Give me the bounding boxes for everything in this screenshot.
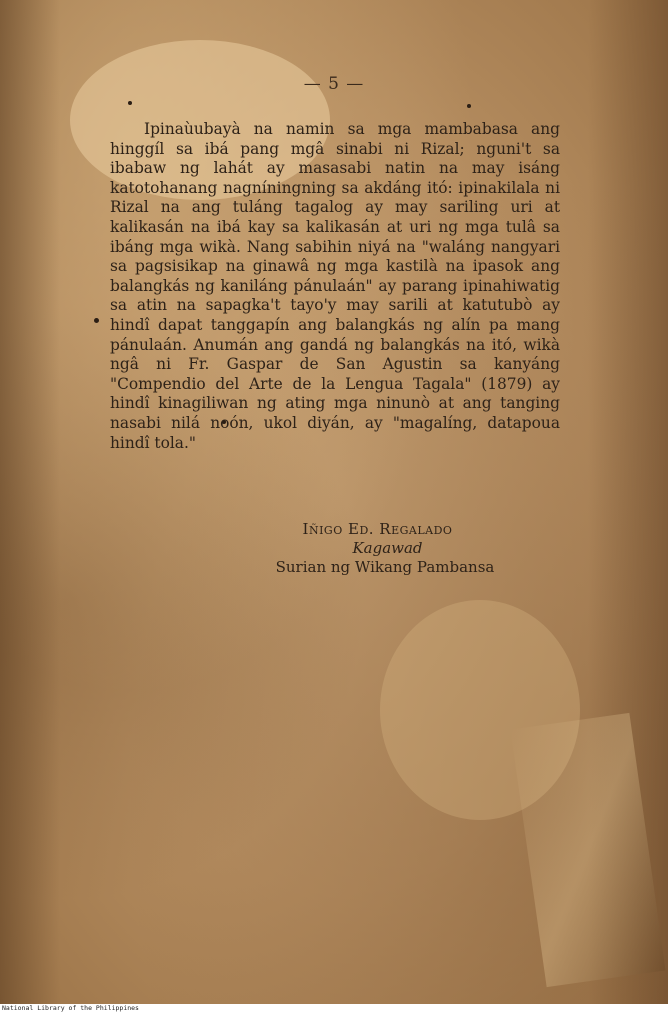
signatory-title: Kagawad: [352, 539, 423, 557]
page-edge-shadow-left: [0, 0, 60, 1004]
signatory-organization: Surian ng Wikang Pambansa: [275, 558, 495, 576]
ink-speck: [128, 101, 132, 105]
footer-strip: [0, 1004, 668, 1013]
ink-speck: [94, 318, 99, 323]
signatory-name: Iñigo Ed. Regalado: [302, 520, 453, 538]
page-number: — 5 —: [303, 74, 365, 94]
library-credit: National Library of the Philippines: [2, 1004, 139, 1012]
body-paragraph: Ipinaùubayà na namin sa mga mambabasa ang hinggíl sa ibá pang mgâ sinabi ni Rizal; nguni't sa ibabaw ng lahát ay masasabi natin na may isáng katotohanang nagníningning sa akdáng itó: ipinakilala ni Rizal na ang tuláng tagalog ay may sariling uri at kalikasán na ibá kay sa kalikasán at uri ng mga tulâ sa ibáng mga wikà. Nang sabihin niyá na "waláng nangyari sa pagsisikap na ginawâ ng mga kastilà na ipasok ang balangkás ng kaniláng pánulaán" ay parang ipinahiwatig sa atin na sapagka't tayo'y may sarili at katutubò ay hindî dapat tanggapín ang balangkás ng alín pa mang pánulaán. Anumán ang gandá ng balangkás na itó, wikà ngâ ni Fr. Gaspar de San Agustin sa kanyáng "Compendio del Arte de la Lengua Tagala" (1879) ay hindî kinagiliwan ng ating mga ninunò at ang tanging nasabi nilá noón, ukol diyán, ay "magalíng, datapoua hindî tola.": [110, 120, 560, 452]
signature-block: [230, 520, 550, 577]
ink-speck: [467, 104, 471, 108]
